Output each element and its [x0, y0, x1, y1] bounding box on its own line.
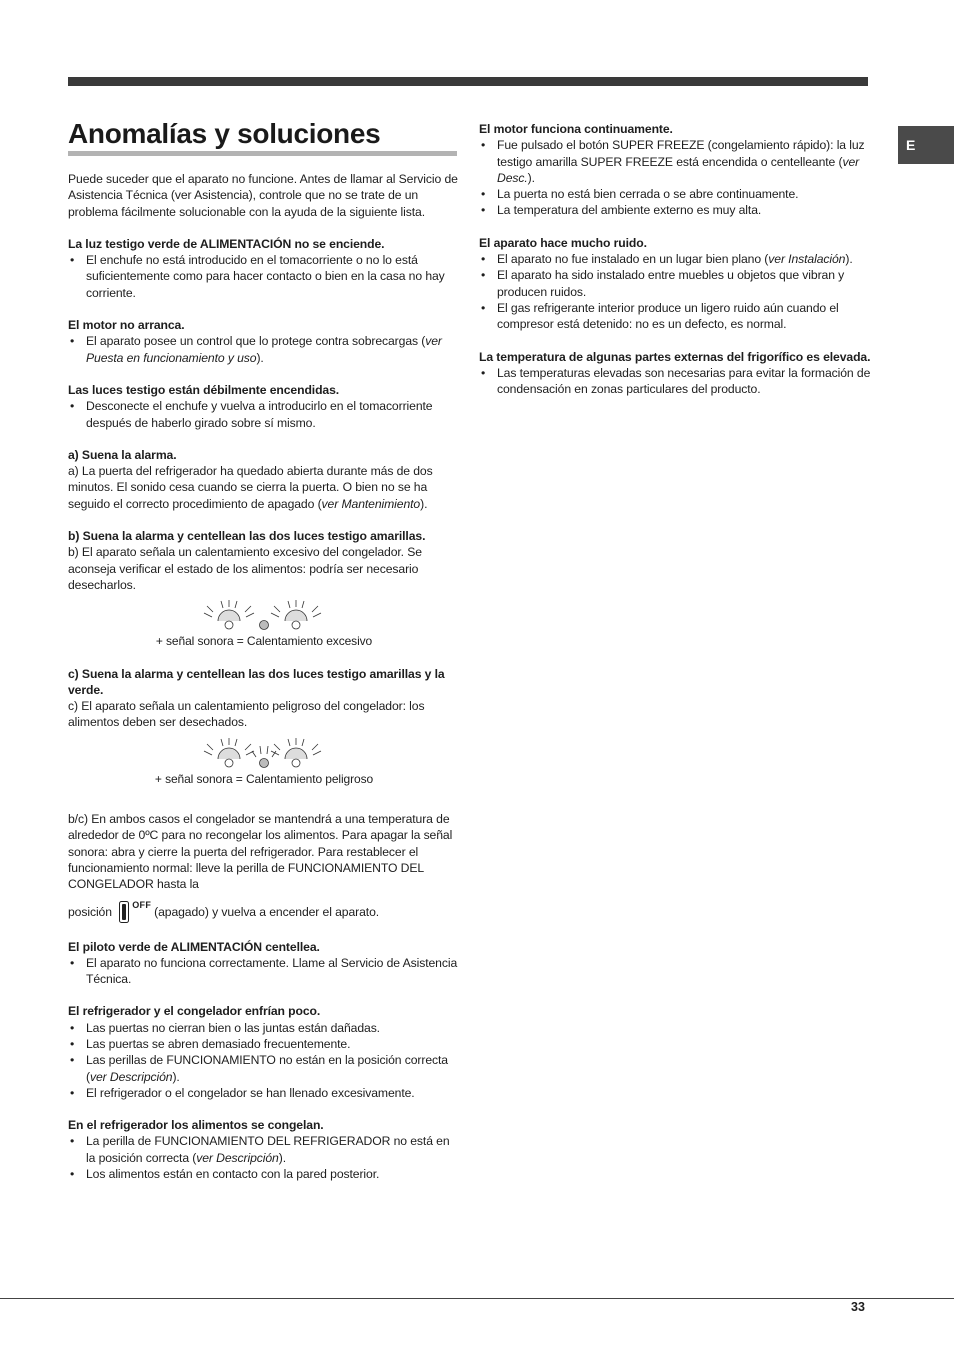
title-underline	[68, 151, 457, 156]
list-item: • La perilla de FUNCIONAMIENTO DEL REFRIGERADOR no está en la posición correcta (ver Descripción).	[68, 1133, 460, 1166]
flashing-lights-icon	[199, 737, 329, 771]
section-dim-lights	[68, 382, 460, 431]
list-item: • El aparato posee un control que lo protege contra sobrecargas (ver Puesta en funcionamiento y uso).	[68, 333, 460, 366]
figure-caption: + señal sonora = Calentamiento peligroso	[154, 771, 374, 786]
figure-caption: + señal sonora = Calentamiento excesivo	[155, 634, 373, 649]
left-column	[68, 171, 460, 1198]
list-item: • La temperatura del ambiente externo es muy alta.	[479, 202, 871, 218]
figure-warning-lights-b	[68, 599, 460, 649]
list-item: • La puerta no está bien cerrada o se abre continuamente.	[479, 186, 871, 202]
page-title: Anomalías y soluciones	[68, 118, 381, 149]
list-item: • Las puertas se abren demasiado frecuentemente.	[68, 1036, 460, 1052]
section-alarm-b	[68, 528, 460, 649]
section-alarm-c	[68, 666, 460, 787]
section-power-light	[68, 236, 460, 301]
section-title: La luz testigo verde de ALIMENTACIÓN no se enciende.	[68, 236, 385, 251]
list-item: • El enchufe no está introducido en el tomacorriente o no lo está suficientemente como para hacer contacto o bien en la casa no hay corriente.	[68, 252, 460, 301]
section-motor-continuous	[479, 121, 871, 219]
right-column	[479, 121, 871, 413]
section-title: c) Suena la alarma y centellean las dos luces testigo amarillas y la verde.	[68, 666, 445, 697]
off-label: OFF	[132, 899, 152, 910]
flashing-lights-icon	[199, 599, 329, 633]
page-number: 33	[851, 1300, 865, 1314]
intro-text: Puede suceder que el aparato no funcione. Antes de llamar al Servicio de Asistencia Técnica (ver Asistencia), controle que no se trate de un problema fácilmente solucionable con la ayuda de la siguiente lista.	[68, 172, 458, 219]
off-position-line: posición $^{OFF}$ (apagado) y vuelva a encender el aparato.	[68, 897, 460, 923]
section-title: En el refrigerador los alimentos se congelan.	[68, 1118, 324, 1133]
figure-warning-lights-c	[68, 737, 460, 787]
section-green-blink	[68, 939, 460, 988]
list-item: • El aparato ha sido instalado entre muebles u objetos que vibran y producen ruidos.	[479, 267, 871, 300]
section-text: b) El aparato señala un calentamiento excesivo del congelador. Se aconseja verificar el estado de los alimentos: podría ser necesario desecharlos.	[68, 545, 422, 592]
list-item: • Las temperaturas elevadas son necesarias para evitar la formación de condensación en zonas particulares del producto.	[479, 365, 871, 398]
section-title: El aparato hace mucho ruido.	[479, 235, 647, 250]
footer-rule	[0, 1298, 954, 1299]
section-external-temperature	[479, 349, 871, 398]
list-item: • El gas refrigerante interior produce un ligero ruido aún cuando el compresor está detenido: no es un defecto, es normal.	[479, 300, 871, 333]
section-title: El refrigerador y el congelador enfrían poco.	[68, 1004, 321, 1019]
section-alarm-a	[68, 447, 460, 512]
section-motor-start	[68, 317, 460, 366]
section-title: El motor funciona continuamente.	[479, 122, 673, 136]
section-title: El motor no arranca.	[68, 318, 185, 333]
section-text: b/c) En ambos casos el congelador se mantendrá a una temperatura de alrededor de 0ºC para no recongelar los alimentos. Para apagar la señal sonora: abra y cierre la puerta del refrigerador. Para restablecer el funcionamiento normal: lleve la perilla de FUNCIONAMIENTO DEL CONGELADOR hasta la	[68, 812, 453, 892]
list-item: • El aparato no funciona correctamente. Llame al Servicio de Asistencia Técnica.	[68, 955, 460, 988]
header-bar	[68, 77, 868, 86]
freezer-knob-off-icon	[119, 901, 129, 923]
section-poor-cooling	[68, 1003, 460, 1101]
section-title: El piloto verde de ALIMENTACIÓN centellea.	[68, 939, 320, 954]
list-item: • Los alimentos están en contacto con la pared posterior.	[68, 1166, 460, 1182]
list-item: • El aparato no fue instalado en un lugar bien plano (ver Instalación).	[479, 251, 871, 267]
section-noise	[479, 235, 871, 333]
section-title: La temperatura de algunas partes externas del frigorífico es elevada.	[479, 349, 871, 364]
list-item: • Las perillas de FUNCIONAMIENTO no están en la posición correcta (ver Descripción).	[68, 1052, 460, 1085]
section-title: Las luces testigo están débilmente encendidas.	[68, 382, 340, 397]
section-bc	[68, 811, 460, 922]
section-text: a) La puerta del refrigerador ha quedado abierta durante más de dos minutos. El sonido cesa cuando se cierra la puerta. O bien no se ha seguido el correcto procedimiento de apagado (ver Mantenimiento).	[68, 464, 433, 511]
section-food-freezes	[68, 1117, 460, 1182]
list-item: • El refrigerador o el congelador se han llenado excesivamente.	[68, 1085, 460, 1101]
list-item: • Desconecte el enchufe y vuelva a introducirlo en el tomacorriente después de haberlo girado sobre sí mismo.	[68, 398, 460, 431]
list-item: • Fue pulsado el botón SUPER FREEZE (congelamiento rápido): la luz testigo amarilla SUPER FREEZE está encendida o centelleante (ver Desc.).	[479, 137, 871, 186]
section-title: b) Suena la alarma y centellean las dos luces testigo amarillas.	[68, 529, 426, 544]
section-title: a) Suena la alarma.	[68, 447, 177, 462]
section-text: c) El aparato señala un calentamiento peligroso del congelador: los alimentos deben ser desechados.	[68, 699, 425, 730]
language-tab: E	[898, 126, 954, 164]
list-item: • Las puertas no cierran bien o las juntas están dañadas.	[68, 1020, 460, 1036]
